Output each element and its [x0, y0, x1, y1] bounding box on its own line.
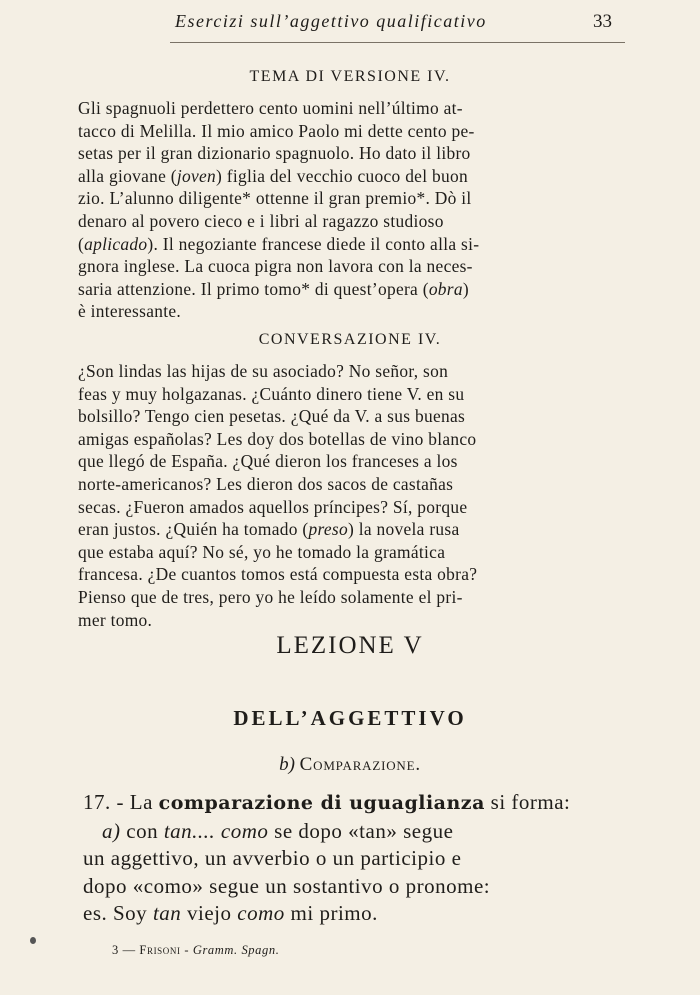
text-segment: secas. ¿Fueron amados aquellos príncipes? Sí, porque	[78, 496, 468, 517]
text-line	[78, 210, 610, 233]
rule-text: es. Soy	[83, 901, 148, 925]
tema-body	[78, 97, 610, 323]
rule-text: viejo	[187, 901, 232, 925]
text-segment: saria attenzione. Il primo tomo* di quest’opera (	[78, 278, 429, 299]
conversazione-body	[78, 360, 610, 631]
text-segment: ). Il negoziante francese diede il conto alla si-	[147, 233, 480, 254]
text-segment: denaro al povero cieco e i libri al ragazzo studioso	[78, 210, 444, 231]
text-segment: è interessante.	[78, 301, 182, 322]
running-head: Esercizi sull’aggettivo qualificativo	[175, 11, 487, 31]
text-segment: ) figlia del vecchio cuoco del buon	[216, 165, 468, 186]
text-segment: feas y muy holgazanas. ¿Cuánto dinero tiene V. en su	[78, 383, 465, 404]
rule-17	[83, 789, 617, 928]
text-line	[78, 609, 610, 632]
subsection-title	[0, 754, 700, 776]
italic-term: joven	[176, 165, 217, 186]
rule-example-word: tan	[152, 901, 182, 925]
signature-mark: 3 —	[112, 943, 136, 957]
conversazione-title: CONVERSAZIONE IV.	[258, 331, 442, 348]
text-segment: ¿Son lindas las hijas de su asociado? No señor, son	[78, 361, 449, 381]
page-footer	[112, 943, 279, 958]
text-segment: )	[462, 278, 469, 299]
text-line	[78, 233, 610, 256]
text-line	[78, 405, 610, 428]
rule-example-word: tan....	[163, 818, 216, 843]
rule-text: se dopo «tan» segue	[274, 818, 454, 843]
text-segment: Gli spagnuoli perdettero cento uomini nell’último at-	[78, 98, 463, 118]
text-line	[78, 383, 610, 406]
text-line	[78, 586, 610, 609]
italic-term: aplicado	[84, 233, 148, 254]
footer-work-title: Gramm. Spagn.	[192, 943, 280, 957]
subsection-letter: b)	[279, 754, 295, 775]
rule-example-word: como	[220, 818, 269, 843]
text-line	[78, 120, 610, 143]
rule-text: con	[126, 818, 159, 843]
text-segment: zio. L’alunno diligente* ottenne il gran premio*. Dò il	[78, 188, 472, 209]
footer-author: Frisoni	[139, 943, 181, 957]
subsection-label: Comparazione.	[299, 754, 421, 775]
rule-example-word: como	[237, 901, 285, 925]
rule-lead: La	[129, 790, 153, 814]
header-rule	[170, 42, 625, 43]
text-line	[78, 563, 610, 586]
italic-term: obra	[428, 278, 463, 299]
text-line	[78, 473, 610, 496]
lesson-title: LEZIONE V	[276, 632, 424, 659]
text-line	[78, 300, 610, 323]
text-line	[78, 450, 610, 473]
text-segment: Pienso que de tres, pero yo he leído solamente el pri-	[78, 586, 463, 607]
page-number: 33	[593, 11, 612, 32]
text-line	[78, 518, 610, 541]
text-segment: amigas españolas? Les doy dos botellas de vino blanco	[78, 428, 477, 449]
text-segment: (	[78, 233, 85, 254]
italic-term: preso	[308, 519, 348, 540]
rule-after-term: si forma:	[490, 790, 571, 814]
text-line	[78, 496, 610, 519]
rule-text: dopo «como» segue un sostantivo o pronome:	[83, 873, 491, 898]
ink-speck	[30, 937, 36, 944]
rule-term: comparazione di uguaglianza	[158, 792, 485, 814]
section-title: DELL’AGGETTIVO	[233, 706, 467, 730]
text-segment: gnora inglese. La cuoca pigra non lavora con la neces-	[78, 256, 473, 277]
footer-separator: -	[184, 943, 190, 957]
text-line	[78, 97, 610, 120]
text-segment: alla giovane (	[78, 165, 177, 186]
page-header	[0, 0, 700, 44]
text-line	[78, 360, 610, 383]
text-segment: que estaba aquí? No sé, yo he tomado la gramática	[78, 541, 446, 562]
rule-number: 17. -	[83, 790, 124, 814]
text-segment: que llegó de España. ¿Qué dieron los franceses a los	[78, 451, 458, 472]
text-line	[78, 187, 610, 210]
text-line	[78, 255, 610, 278]
text-segment: setas per il gran dizionario spagnuolo. Ho dato il libro	[78, 143, 471, 164]
text-segment: norte-americanos? Les dieron dos sacos de castañas	[78, 473, 454, 494]
tema-title: TEMA DI VERSIONE IV.	[249, 68, 451, 85]
rule-text: mi primo.	[290, 901, 378, 925]
text-line	[78, 428, 610, 451]
rule-case-a: a)	[102, 818, 121, 843]
rule-text: un aggettivo, un avverbio o un participio e	[83, 846, 462, 870]
text-segment: mer tomo.	[78, 609, 153, 630]
text-segment: eran justos. ¿Quién ha tomado (	[78, 519, 309, 540]
text-line	[78, 142, 610, 165]
text-segment: tacco di Melilla. Il mio amico Paolo mi dette cento pe-	[78, 120, 475, 141]
text-line	[78, 278, 610, 301]
text-line	[78, 165, 610, 188]
text-line	[78, 541, 610, 564]
text-segment: francesa. ¿De cuantos tomos está compuesta esta obra?	[78, 564, 478, 585]
text-segment: ) la novela rusa	[348, 519, 460, 540]
text-segment: bolsillo? Tengo cien pesetas. ¿Qué da V. a sus buenas	[78, 406, 466, 427]
